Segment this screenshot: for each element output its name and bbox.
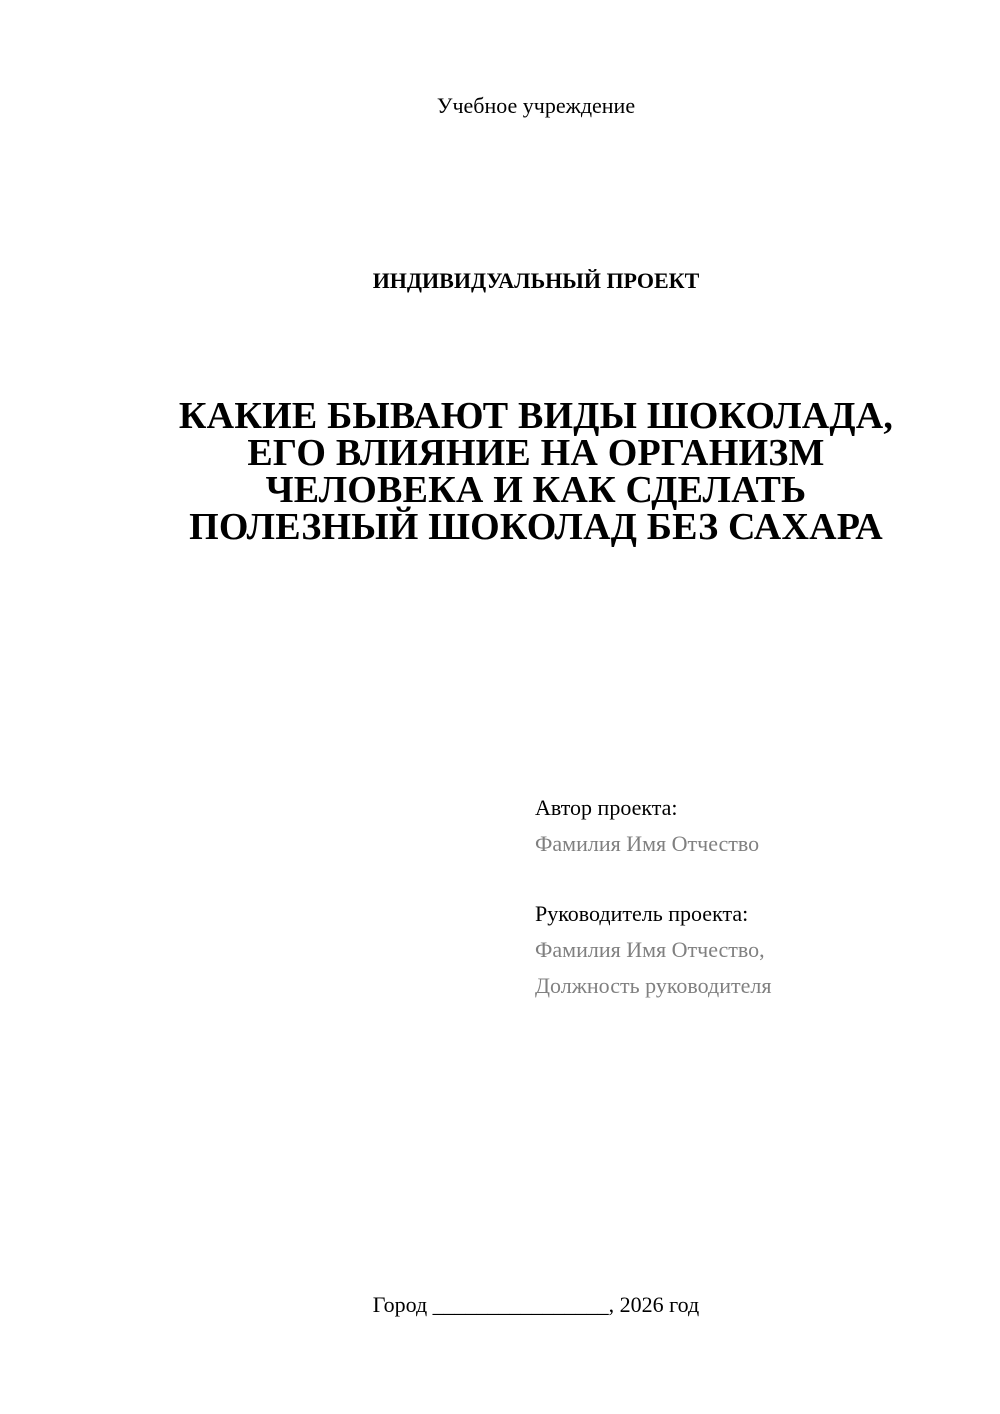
project-title-line: ЕГО ВЛИЯНИЕ НА ОРГАНИЗМ xyxy=(247,432,825,474)
supervisor-label: Руководитель проекта: xyxy=(535,901,749,926)
project-title-line: ПОЛЕЗНЫЙ ШОКОЛАД БЕЗ САХАРА xyxy=(189,506,883,548)
institution-name: Учебное учреждение xyxy=(436,93,636,118)
project-people xyxy=(535,790,975,1004)
project-title-line: ЧЕЛОВЕКА И КАК СДЕЛАТЬ xyxy=(265,469,807,511)
city-year-line: Город ________________, 2026 год xyxy=(372,1292,700,1317)
author-name: Фамилия Имя Отчество xyxy=(535,831,760,856)
supervisor-name: Фамилия Имя Отчество, xyxy=(535,937,765,962)
project-title-line: КАКИЕ БЫВАЮТ ВИДЫ ШОКОЛАДА, xyxy=(178,395,894,437)
supervisor-position: Должность руководителя xyxy=(535,973,772,998)
author-label: Автор проекта: xyxy=(535,795,678,820)
spacer xyxy=(535,862,975,896)
project-title xyxy=(0,395,1000,548)
document-type: ИНДИВИДУАЛЬНЫЙ ПРОЕКТ xyxy=(372,268,700,293)
